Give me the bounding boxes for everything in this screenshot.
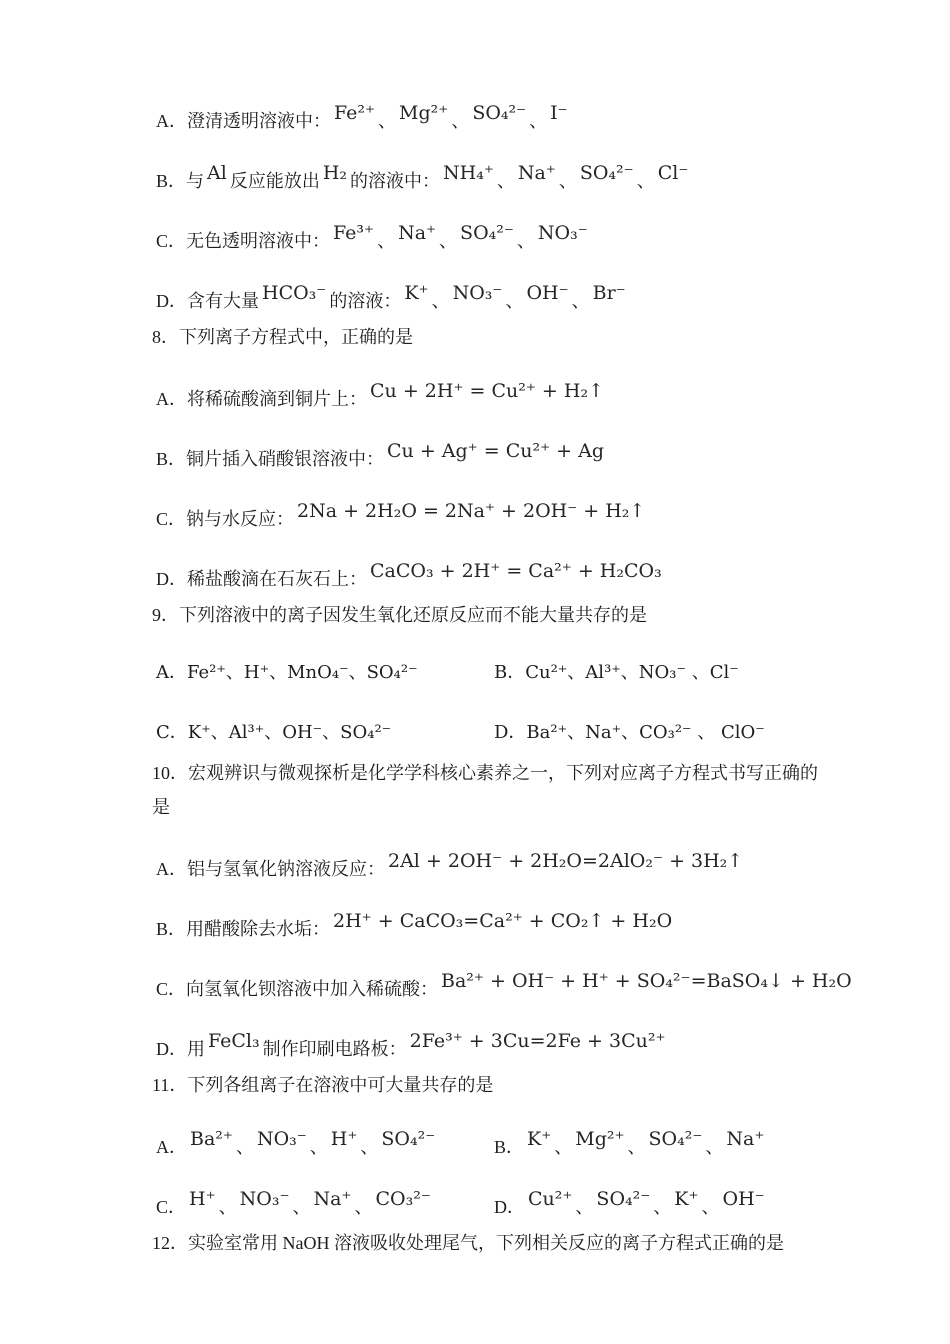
option-group bbox=[152, 80, 850, 320]
chem-formula: Al bbox=[207, 162, 227, 184]
chem-formula: 2Na + 2H₂O = 2Na⁺ + 2OH⁻ + H₂↑ bbox=[297, 500, 646, 522]
question-8 bbox=[152, 324, 850, 598]
option-line bbox=[156, 140, 850, 200]
option-text: 、 bbox=[653, 1197, 672, 1217]
option-text: 、 bbox=[701, 1197, 720, 1217]
question-7-options bbox=[152, 80, 850, 320]
option-text: B．用醋酸除去水垢： bbox=[156, 919, 331, 939]
option-text: 、 bbox=[439, 231, 458, 251]
chem-formula: Cu + 2H⁺ = Cu²⁺ + H₂↑ bbox=[370, 380, 604, 402]
question-9 bbox=[152, 602, 850, 756]
chem-formula: Mg²⁺ bbox=[399, 102, 449, 124]
option-text: D．Ba²⁺、Na⁺、CO₃²⁻ 、 ClO⁻ bbox=[494, 722, 765, 743]
chem-formula: Ba²⁺ bbox=[190, 1128, 233, 1150]
option-text: 、 bbox=[558, 171, 577, 191]
chem-formula: Cu + Ag⁺ = Cu²⁺ + Ag bbox=[387, 440, 605, 462]
option-line bbox=[156, 948, 850, 1008]
option-text: 、 bbox=[377, 231, 396, 251]
option-text: 、 bbox=[354, 1197, 373, 1217]
option-text: 的溶液中： bbox=[350, 171, 441, 191]
option-text: 、 bbox=[496, 171, 515, 191]
option-text: C．钠与水反应： bbox=[156, 509, 295, 529]
option-text: 、 bbox=[636, 171, 655, 191]
option-text: D．稀盐酸滴在石灰石上： bbox=[156, 569, 367, 589]
option-text: 、 bbox=[529, 111, 548, 131]
option-text: 、 bbox=[218, 1197, 237, 1217]
option-text: A．将稀硫酸滴到铜片上： bbox=[156, 389, 367, 409]
option-text: 、 bbox=[360, 1137, 379, 1157]
question-stem: 12．实验室常用 NaOH 溶液吸收处理尾气，下列相关反应的离子方程式正确的是 bbox=[152, 1233, 784, 1253]
option-text: A．Fe²⁺、H⁺、MnO₄⁻、SO₄²⁻ bbox=[156, 662, 418, 683]
option-text: 、 bbox=[451, 111, 470, 131]
chem-formula: Br⁻ bbox=[592, 282, 626, 304]
option-line bbox=[156, 636, 490, 696]
chem-formula: I⁻ bbox=[550, 102, 568, 124]
chem-formula: NO₃⁻ bbox=[452, 282, 503, 304]
chem-formula: 2H⁺ + CaCO₃=Ca²⁺ + CO₂↑ + H₂O bbox=[333, 910, 673, 932]
chem-formula: 2Fe³⁺ + 3Cu=2Fe + 3Cu²⁺ bbox=[409, 1030, 666, 1052]
chem-formula: Cu²⁺ bbox=[528, 1188, 573, 1210]
chem-formula: Fe³⁺ bbox=[333, 222, 375, 244]
option-line bbox=[156, 888, 850, 948]
option-text: 、 bbox=[516, 231, 535, 251]
option-line bbox=[156, 1008, 850, 1068]
chem-formula: NH₄⁺ bbox=[443, 162, 494, 184]
option-text: C．无色透明溶液中： bbox=[156, 231, 331, 251]
chem-formula: SO₄²⁻ bbox=[648, 1128, 703, 1150]
option-group bbox=[152, 828, 850, 1068]
option-text: A．铝与氢氧化钠溶液反应： bbox=[156, 859, 385, 879]
option-text: C． bbox=[156, 1197, 187, 1217]
chem-formula: SO₄²⁻ bbox=[381, 1128, 436, 1150]
option-text: D．含有大量 bbox=[156, 291, 259, 311]
option-line bbox=[156, 418, 850, 478]
chem-formula: FeCl₃ bbox=[208, 1030, 260, 1052]
chem-formula: Ba²⁺ + OH⁻ + H⁺ + SO₄²⁻=BaSO₄↓ + H₂O bbox=[441, 970, 852, 992]
chem-formula: OH⁻ bbox=[526, 282, 569, 304]
option-line bbox=[156, 358, 850, 418]
option-text: 、 bbox=[431, 291, 450, 311]
chem-formula: K⁺ bbox=[404, 282, 429, 304]
option-text: C．K⁺、Al³⁺、OH⁻、SO₄²⁻ bbox=[156, 722, 392, 743]
question-stem: 8．下列离子方程式中，正确的是 bbox=[152, 327, 413, 347]
option-text: 、 bbox=[627, 1137, 646, 1157]
option-line bbox=[156, 696, 490, 756]
chem-formula: OH⁻ bbox=[722, 1188, 765, 1210]
chem-formula: Na⁺ bbox=[517, 162, 556, 184]
chem-formula: 2Al + 2OH⁻ + 2H₂O=2AlO₂⁻ + 3H₂↑ bbox=[388, 850, 744, 872]
chem-formula: HCO₃⁻ bbox=[262, 282, 327, 304]
option-group bbox=[152, 358, 850, 598]
question-10 bbox=[152, 760, 850, 1068]
option-text: 反应能放出 bbox=[229, 171, 320, 191]
chem-formula: NO₃⁻ bbox=[537, 222, 588, 244]
option-text: C．向氢氧化钡溶液中加入稀硫酸： bbox=[156, 979, 439, 999]
option-line bbox=[156, 1106, 490, 1166]
option-text: 、 bbox=[378, 111, 397, 131]
chem-formula: Cl⁻ bbox=[657, 162, 689, 184]
option-text: 的溶液： bbox=[329, 291, 402, 311]
option-text: B． bbox=[494, 1137, 525, 1157]
chem-formula: K⁺ bbox=[674, 1188, 699, 1210]
chem-formula: SO₄²⁻ bbox=[460, 222, 514, 244]
option-line bbox=[156, 538, 850, 598]
option-line bbox=[494, 1166, 850, 1226]
chem-formula: H₂ bbox=[322, 162, 348, 184]
option-text: 、 bbox=[571, 291, 590, 311]
chem-formula: Mg²⁺ bbox=[575, 1128, 625, 1150]
option-line bbox=[156, 260, 850, 320]
option-line bbox=[156, 1166, 490, 1226]
option-group bbox=[152, 1106, 850, 1226]
question-11 bbox=[152, 1072, 850, 1226]
question-12 bbox=[152, 1230, 850, 1256]
chem-formula: H⁺ bbox=[189, 1188, 216, 1210]
chem-formula: H⁺ bbox=[330, 1128, 358, 1150]
option-line bbox=[156, 200, 850, 260]
option-text: 、 bbox=[309, 1137, 328, 1157]
option-text: 、 bbox=[554, 1137, 573, 1157]
chem-formula: K⁺ bbox=[527, 1128, 552, 1150]
option-text: B．与 bbox=[156, 171, 205, 191]
option-text: 、 bbox=[235, 1137, 254, 1157]
option-text: 、 bbox=[292, 1197, 311, 1217]
option-line bbox=[156, 80, 850, 140]
question-stem: 11．下列各组离子在溶液中可大量共存的是 bbox=[152, 1075, 494, 1095]
question-stem: 是 bbox=[152, 797, 170, 817]
option-text: A．澄清透明溶液中： bbox=[156, 111, 331, 131]
option-line bbox=[494, 696, 850, 756]
option-line bbox=[494, 1106, 850, 1166]
chem-formula: Fe²⁺ bbox=[334, 102, 376, 124]
option-text: 制作印刷电路板： bbox=[262, 1039, 407, 1059]
question-stem: 9．下列溶液中的离子因发生氧化还原反应而不能大量共存的是 bbox=[152, 605, 647, 625]
option-group bbox=[152, 636, 850, 756]
question-stem: 10．宏观辨识与微观探析是化学学科核心素养之一，下列对应离子方程式书写正确的 bbox=[152, 763, 818, 783]
chem-formula: Na⁺ bbox=[726, 1128, 765, 1150]
option-text: D． bbox=[494, 1197, 525, 1217]
chem-formula: CaCO₃ + 2H⁺ = Ca²⁺ + H₂CO₃ bbox=[370, 560, 662, 582]
option-text: A． bbox=[156, 1137, 187, 1157]
chem-formula: SO₄²⁻ bbox=[579, 162, 634, 184]
chem-formula: Na⁺ bbox=[398, 222, 437, 244]
option-line bbox=[156, 478, 850, 538]
chem-formula: CO₃²⁻ bbox=[375, 1188, 431, 1210]
option-line bbox=[156, 828, 850, 888]
option-text: B．铜片插入硝酸银溶液中： bbox=[156, 449, 385, 469]
chem-formula: Na⁺ bbox=[313, 1188, 352, 1210]
option-text: B．Cu²⁺、Al³⁺、NO₃⁻ 、Cl⁻ bbox=[494, 662, 739, 683]
chem-formula: NO₃⁻ bbox=[256, 1128, 307, 1150]
option-text: 、 bbox=[505, 291, 524, 311]
option-line bbox=[494, 636, 850, 696]
option-text: 、 bbox=[705, 1137, 724, 1157]
option-text: D．用 bbox=[156, 1039, 205, 1059]
chem-formula: NO₃⁻ bbox=[239, 1188, 290, 1210]
chem-formula: SO₄²⁻ bbox=[472, 102, 527, 124]
option-text: 、 bbox=[575, 1197, 594, 1217]
chem-formula: SO₄²⁻ bbox=[596, 1188, 651, 1210]
